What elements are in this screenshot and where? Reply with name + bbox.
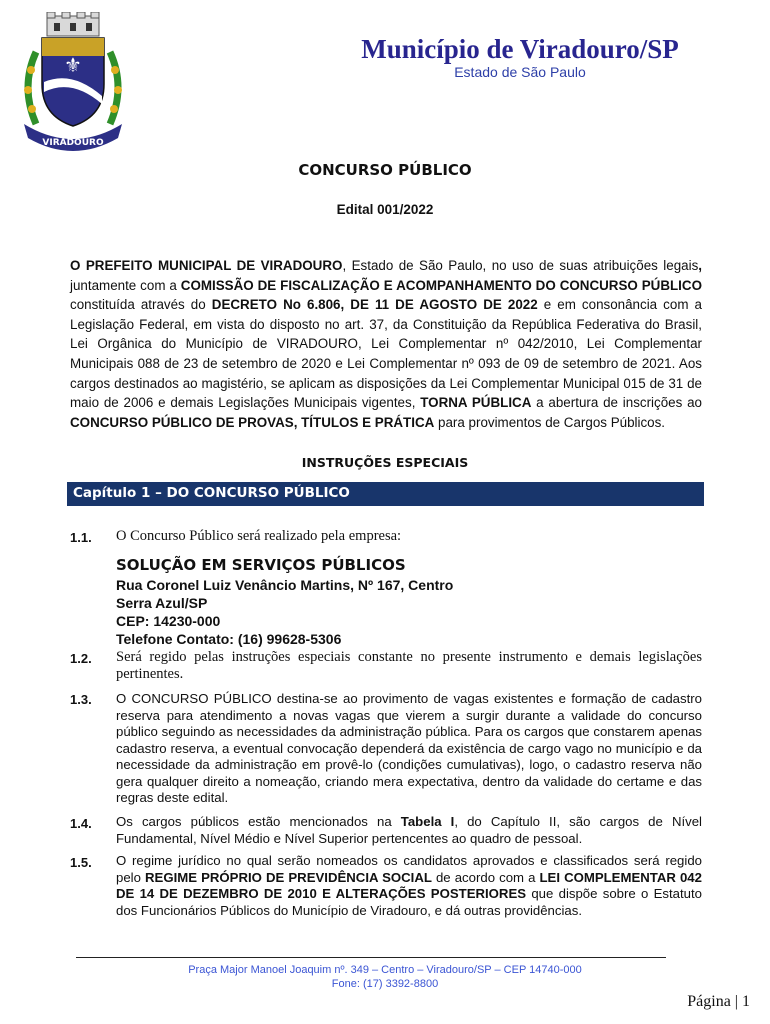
item-number: 1.4. (70, 816, 92, 831)
company-address: Rua Coronel Luiz Venâncio Martins, Nº 167, Centro (116, 577, 454, 593)
item-text (116, 853, 702, 919)
bold-text: , (698, 258, 702, 273)
municipality-title: Município de Viradouro/SP (361, 34, 679, 64)
text-run: e em consonância com a Legislação Federal, em vista do disposto no art. 37, da Constituição da República Federativa do Brasil, Lei Orgânica do Município de VIRADOURO, Lei Complementar nº 042/2010, Lei Complementar Municipais 088 de 23 de setembro de 2020 e Lei Complementar nº 093 de 09 de setembro de 2021. Aos cargos destinados ao magistério, se aplicam as disposições da Lei Complementar Municipal 015 de 31 de maio de 2006 e demais Legislações Municipais vigentes, (70, 297, 702, 411)
state-subtitle: Estado de São Paulo (454, 64, 586, 80)
item-number: 1.1. (70, 530, 92, 545)
company-name: SOLUÇÃO EM SERVIÇOS PÚBLICOS (116, 556, 406, 574)
bold-text: TORNA PÚBLICA (420, 395, 532, 411)
bold-text: DECRETO No 6.806, DE 11 DE AGOSTO DE 2022 (211, 297, 538, 313)
footer-divider (76, 957, 666, 958)
item-text: O Concurso Público será realizado pela empresa: (116, 528, 402, 544)
text-run: a abertura de inscrições ao (531, 395, 702, 411)
company-cep: CEP: 14230-000 (116, 613, 221, 629)
company-city: Serra Azul/SP (116, 595, 208, 611)
text-run: que dispõe sobre o Estatuto dos Funcionários Públicos do Município de Viradouro, e dá outras providências. (116, 886, 702, 918)
intro-paragraph (70, 256, 702, 432)
item-number: 1.5. (70, 855, 92, 870)
item-number: 1.2. (70, 651, 92, 666)
text-run: para provimentos de Cargos Públicos. (434, 414, 666, 430)
page-number: Página | 1 (687, 993, 750, 1010)
company-phone: Telefone Contato: (16) 99628-5306 (116, 631, 342, 647)
bold-text: CONCURSO PÚBLICO DE PROVAS, TÍTULOS E PRÁTICA (70, 414, 435, 430)
item-number: 1.3. (70, 692, 92, 707)
text-run: O regime jurídico no qual serão nomeados os candidatos aprovados e classificados será regido pelo (116, 853, 702, 885)
bold-text: COMISSÃO DE FISCALIZAÇÃO E ACOMPANHAMENTO DO CONCURSO PÚBLICO (180, 277, 702, 293)
text-run: , do Capítulo II, são cargos de Nível Fundamental, Nível Médio e Nível Superior pertencentes ao quadro de pessoal. (116, 814, 702, 846)
instructions-heading: INSTRUÇÕES ESPECIAIS (301, 455, 469, 470)
bold-text: REGIME PRÓPRIO DE PREVIDÊNCIA SOCIAL (145, 869, 432, 885)
svg-text:VIRADOURO: VIRADOURO (42, 138, 104, 148)
municipal-seal (14, 12, 132, 154)
item-text: O CONCURSO PÚBLICO destina-se ao provimento de vagas existentes e formação de cadastro reserva para atendimento a novas vagas que vierem a surgir durante a validade do concurso público seguindo as necessidades da administração pública. Para os cargos que constarem apenas cadastro reserva, a eventual convocação dependerá da existência de cargo vago no município e da necessidade da administração em provê-lo (condições cumulativas), logo, o cadastro reserva não gera qualquer direito a nomeação, criando mera expectativa, dentro da validade do certame e das regras deste edital. (116, 691, 702, 805)
bold-text: LEI COMPLEMENTAR 042 DE 14 DE DEZEMBRO DE 2010 E ALTERAÇÕES POSTERIORES (116, 869, 702, 901)
edital-number: Edital 001/2022 (336, 202, 434, 217)
text-run: de acordo com a (431, 869, 540, 885)
footer-address: Praça Major Manoel Joaquim nº. 349 – Centro – Viradouro/SP – CEP 14740-000 (188, 964, 582, 976)
text-run: constituída através do (70, 297, 212, 313)
text-run: , Estado de São Paulo, no uso de suas atribuições legais (342, 258, 699, 273)
chapter-1-header: Capítulo 1 – DO CONCURSO PÚBLICO (67, 482, 704, 506)
item-text (116, 814, 702, 847)
text-run: juntamente com a (70, 277, 181, 293)
item-text: Será regido pelas instruções especiais constante no presente instrumento e demais legislações pertinentes. (116, 649, 702, 682)
footer-phone: Fone: (17) 3392-8800 (331, 978, 439, 990)
bold-text: Tabela I (400, 814, 455, 829)
document-title: CONCURSO PÚBLICO (298, 161, 472, 179)
bold-text: O PREFEITO MUNICIPAL DE VIRADOURO (70, 258, 343, 273)
text-run: Os cargos públicos estão mencionados na (116, 814, 401, 829)
svg-text:⚜: ⚜ (64, 53, 82, 77)
